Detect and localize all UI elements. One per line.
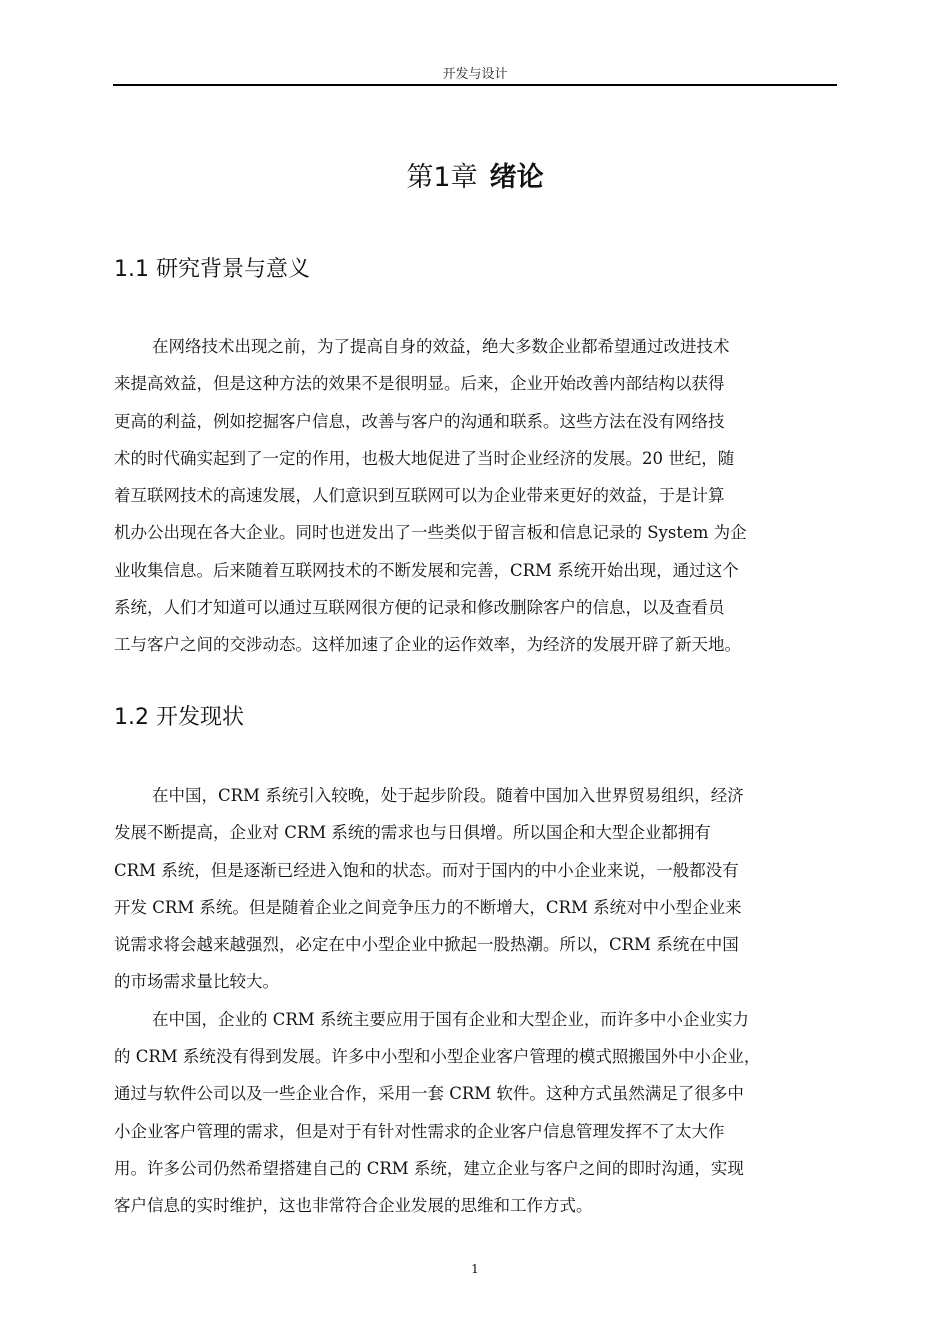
text-line: CRM 系统，但是逐渐已经进入饱和的状态。而对于国内的中小企业来说，一般都没有 (114, 860, 739, 880)
text-line: 术的时代确实起到了一定的作用，也极大地促进了当时企业经济的发展。20 世纪，随 (114, 448, 735, 468)
text-line: 机办公出现在各大企业。同时也迸发出了一些类似于留言板和信息记录的 System 为企 (114, 523, 747, 543)
running-header: 开发与设计 (442, 67, 508, 82)
text-line: 发展不断提高，企业对 CRM 系统的需求也与日俱增。所以国企和大型企业都拥有 (114, 823, 711, 843)
text-line: 在中国，CRM 系统引入较晚，处于起步阶段。随着中国加入世界贸易组织，经济 (152, 786, 744, 805)
paragraph (114, 777, 838, 1225)
chapter-title (0, 158, 950, 198)
text-line: 来提高效益，但是这种方法的效果不是很明显。后来，企业开始改善内部结构以获得 (114, 374, 725, 394)
text-line: 在网络技术出现之前，为了提高自身的效益，绝大多数企业都希望通过改进技术 (152, 337, 730, 356)
text-line: 更高的利益，例如挖掘客户信息，改善与客户的沟通和联系。这些方法在没有网络技 (114, 411, 725, 431)
text-line: 开发 CRM 系统。但是随着企业之间竞争压力的不断增大，CRM 系统对中小型企业来 (114, 897, 742, 917)
text-line: 的 CRM 系统没有得到发展。许多中小型和小型企业客户管理的模式照搬国外中小企业， (114, 1047, 761, 1067)
text-line: 的市场需求量比较大。 (114, 972, 279, 992)
text-line: 客户信息的实时维护，这也非常符合企业发展的思维和工作方式。 (114, 1196, 593, 1216)
header-rule (113, 84, 837, 86)
text-line: 用。许多公司仍然希望搭建自己的 CRM 系统，建立企业与客户之间的即时沟通，实现 (114, 1158, 744, 1178)
paragraph (114, 328, 838, 664)
page-number: 1 (471, 1262, 479, 1276)
text-line: 系统，人们才知道可以通过互联网很方便的记录和修改删除客户的信息，以及查看员 (114, 598, 725, 618)
section-heading-1-1: 1.1 研究背景与意义 (114, 257, 310, 282)
section-heading-1-2: 1.2 开发现状 (114, 705, 244, 730)
text-line: 在中国，企业的 CRM 系统主要应用于国有企业和大型企业，而许多中小企业实力 (152, 1009, 749, 1029)
chapter-name: 绪论 (489, 162, 544, 193)
text-line: 通过与软件公司以及一些企业合作，采用一套 CRM 软件。这种方式虽然满足了很多中 (114, 1084, 744, 1104)
text-line: 工与客户之间的交涉动态。这样加速了企业的运作效率，为经济的发展开辟了新天地。 (114, 635, 741, 655)
text-line: 小企业客户管理的需求，但是对于有针对性需求的企业客户信息管理发挥不了太大作 (114, 1121, 725, 1141)
text-line: 着互联网技术的高速发展，人们意识到互联网可以为企业带来更好的效益，于是计算 (114, 486, 725, 506)
text-line: 业收集信息。后来随着互联网技术的不断发展和完善，CRM 系统开始出现，通过这个 (114, 560, 739, 580)
text-line: 说需求将会越来越强烈，必定在中小型企业中掀起一股热潮。所以，CRM 系统在中国 (114, 935, 739, 955)
chapter-number: 第1章 (406, 162, 478, 193)
